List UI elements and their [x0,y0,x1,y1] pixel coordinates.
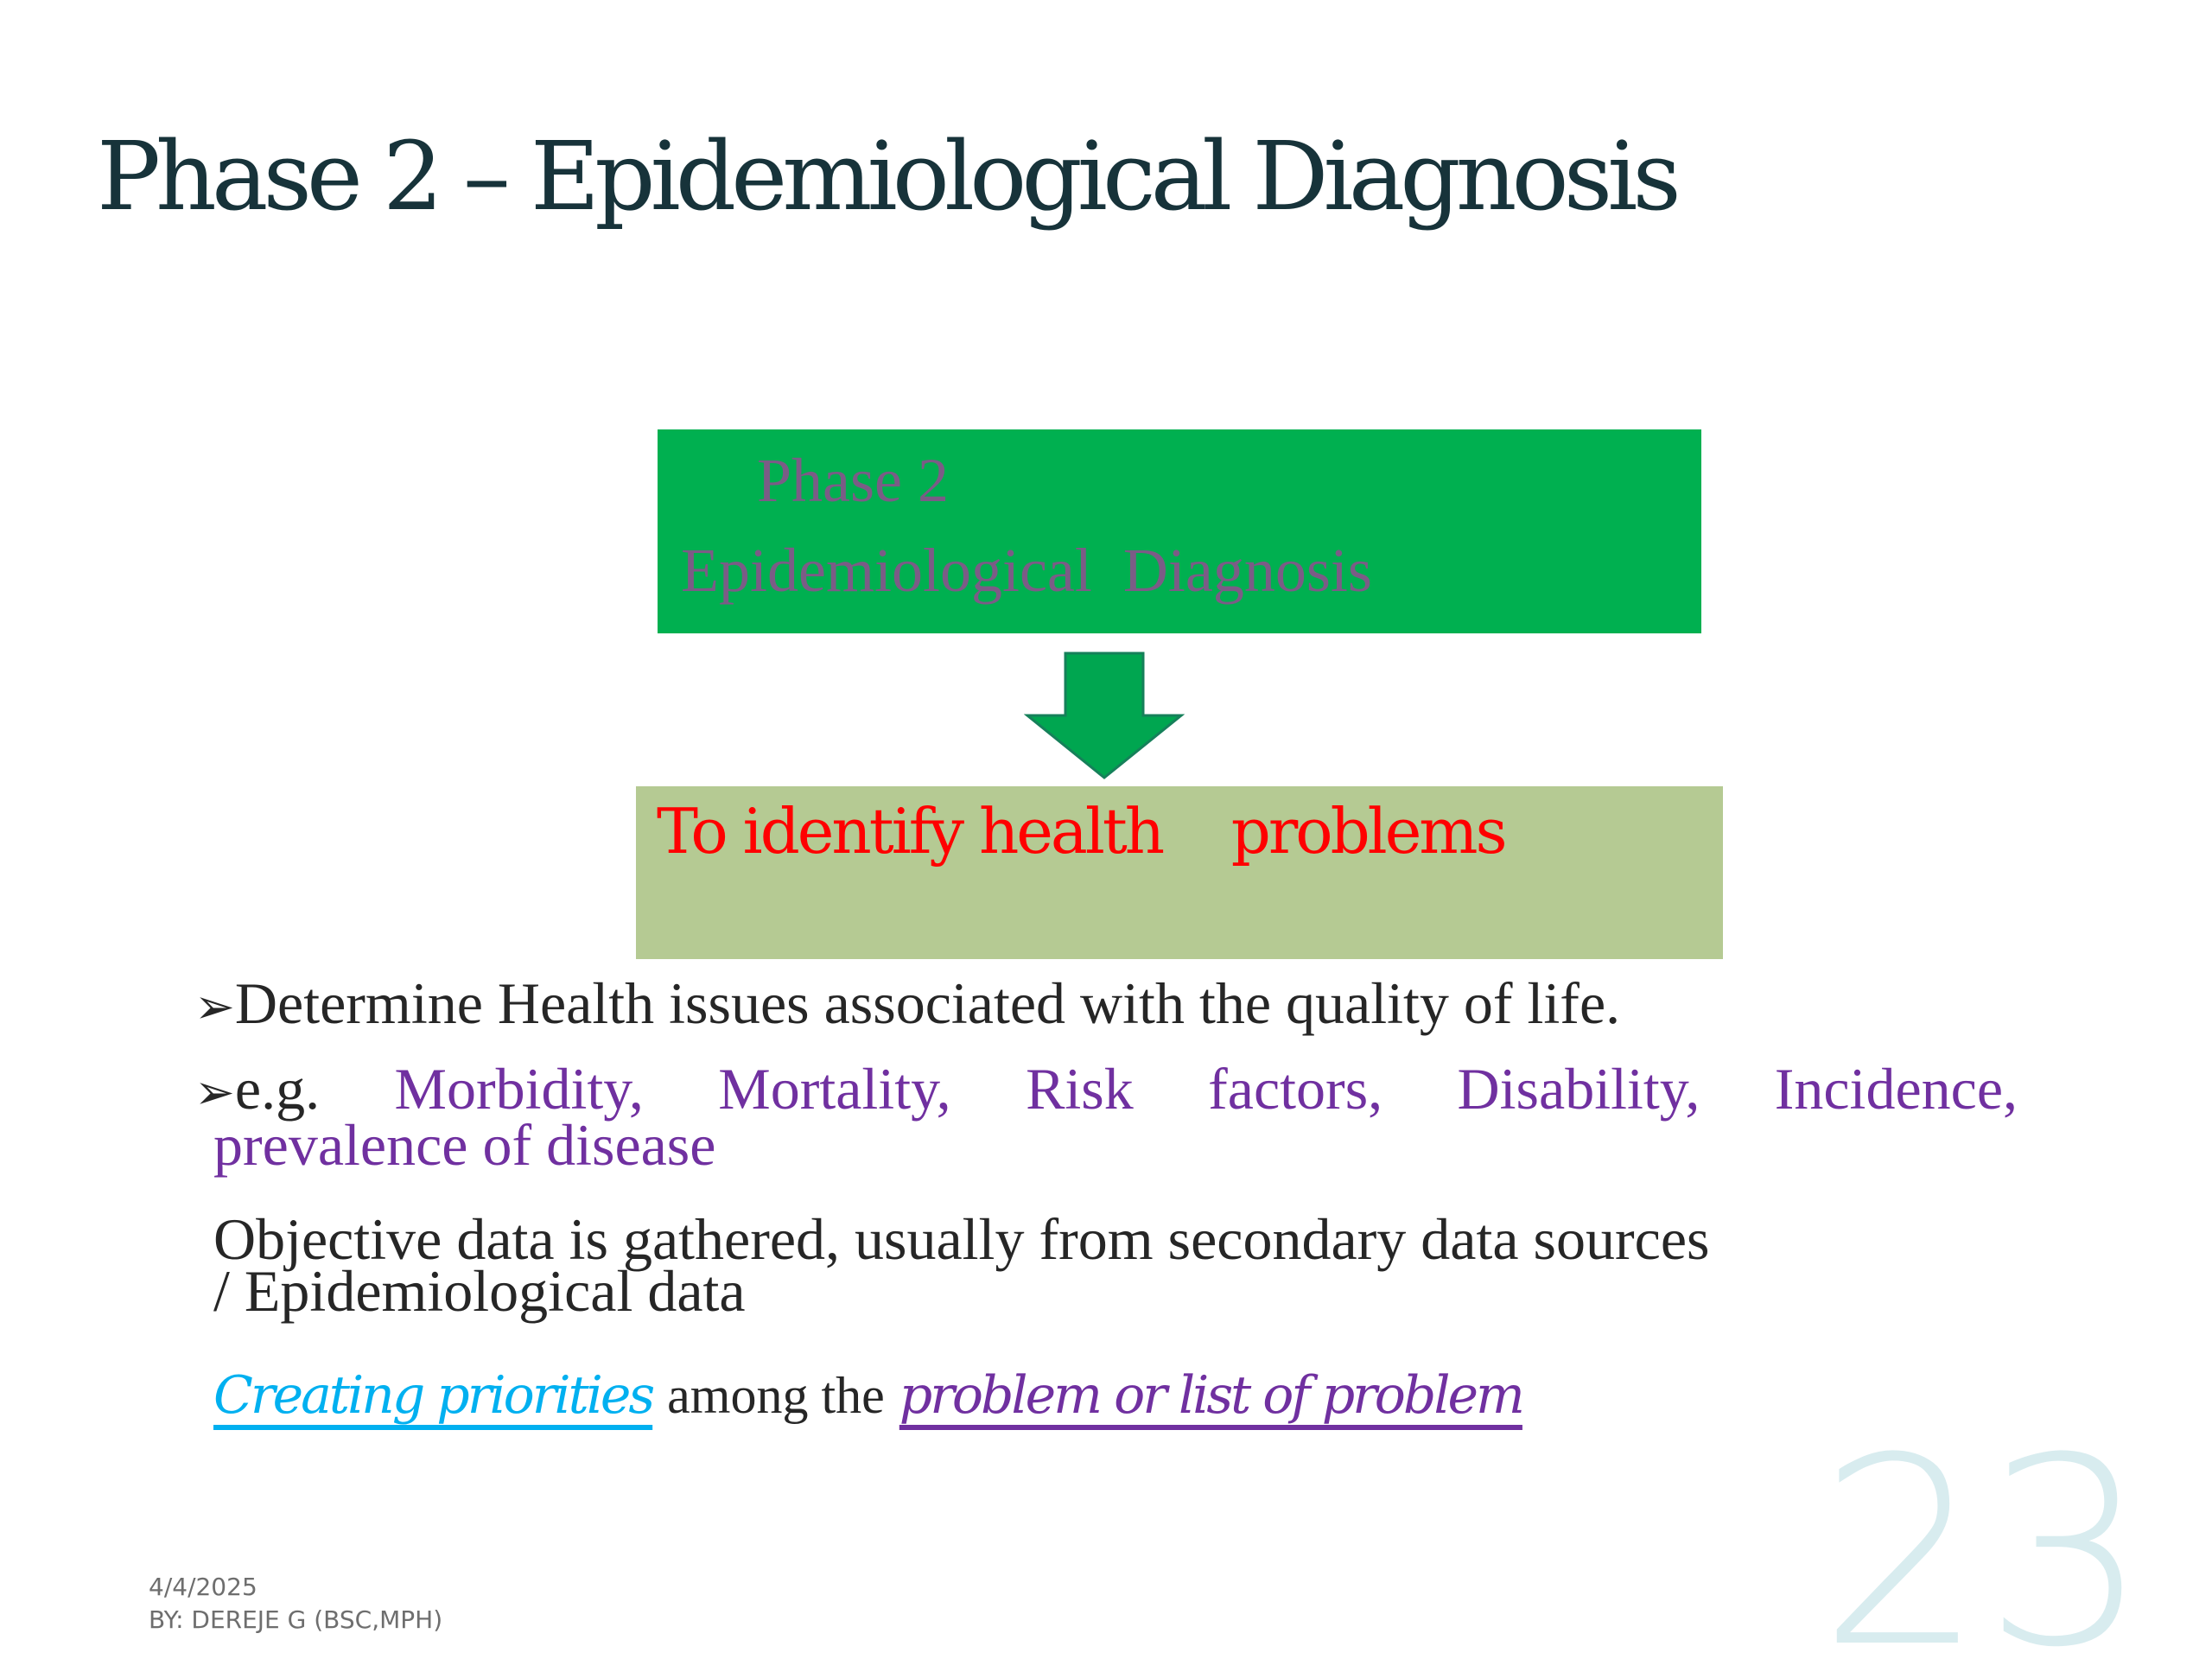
term-incidence: Incidence, [1774,1056,2018,1122]
bullet-arrow-icon: ➢ [194,1065,235,1121]
bullet-item-1-text: Determine Health issues associated with the quality of life. [234,970,1621,1036]
phase-box-subtitle: Epidemiological Diagnosis [681,536,1372,605]
bullet-item-2-continuation: prevalence of disease [213,1112,716,1178]
creating-priorities-link[interactable]: Creating priorities [213,1365,653,1426]
goal-box [636,786,1723,959]
objective-line-1: Objective data is gathered, usually from secondary data sources [213,1206,1710,1272]
bullet-item-2 [194,1056,2018,1178]
slide-number: 23 [1819,1402,2149,1659]
bullet-item-1 [194,969,1620,1038]
phase-box [658,429,1701,633]
footer-author: BY: DEREJE G (BSC,MPH) [149,1605,443,1634]
bullet-arrow-icon: ➢ [194,979,235,1035]
objective-paragraph [213,1206,1710,1324]
footer-date: 4/4/2025 [149,1573,257,1601]
bullet-item-2-prefix: e.g. [234,1056,321,1122]
objective-line-2: / Epidemiological data [213,1258,746,1324]
term-mortality: Mortality, [718,1056,951,1122]
priorities-middle-text: among the [667,1367,885,1424]
goal-text: To identify health problems [657,795,1505,868]
phase-box-label: Phase 2 [757,446,949,515]
term-morbidity: Morbidity, [394,1056,644,1122]
problem-list-link[interactable]: problem or list of problem [899,1365,1522,1426]
term-risk: Risk [1026,1056,1134,1122]
slide-title: Phase 2 – Epidemiological Diagnosis [97,121,1676,232]
term-disability: Disability, [1457,1056,1700,1122]
term-factors: factors, [1208,1056,1383,1122]
down-arrow-icon [1024,652,1185,781]
priorities-line [213,1359,1522,1427]
